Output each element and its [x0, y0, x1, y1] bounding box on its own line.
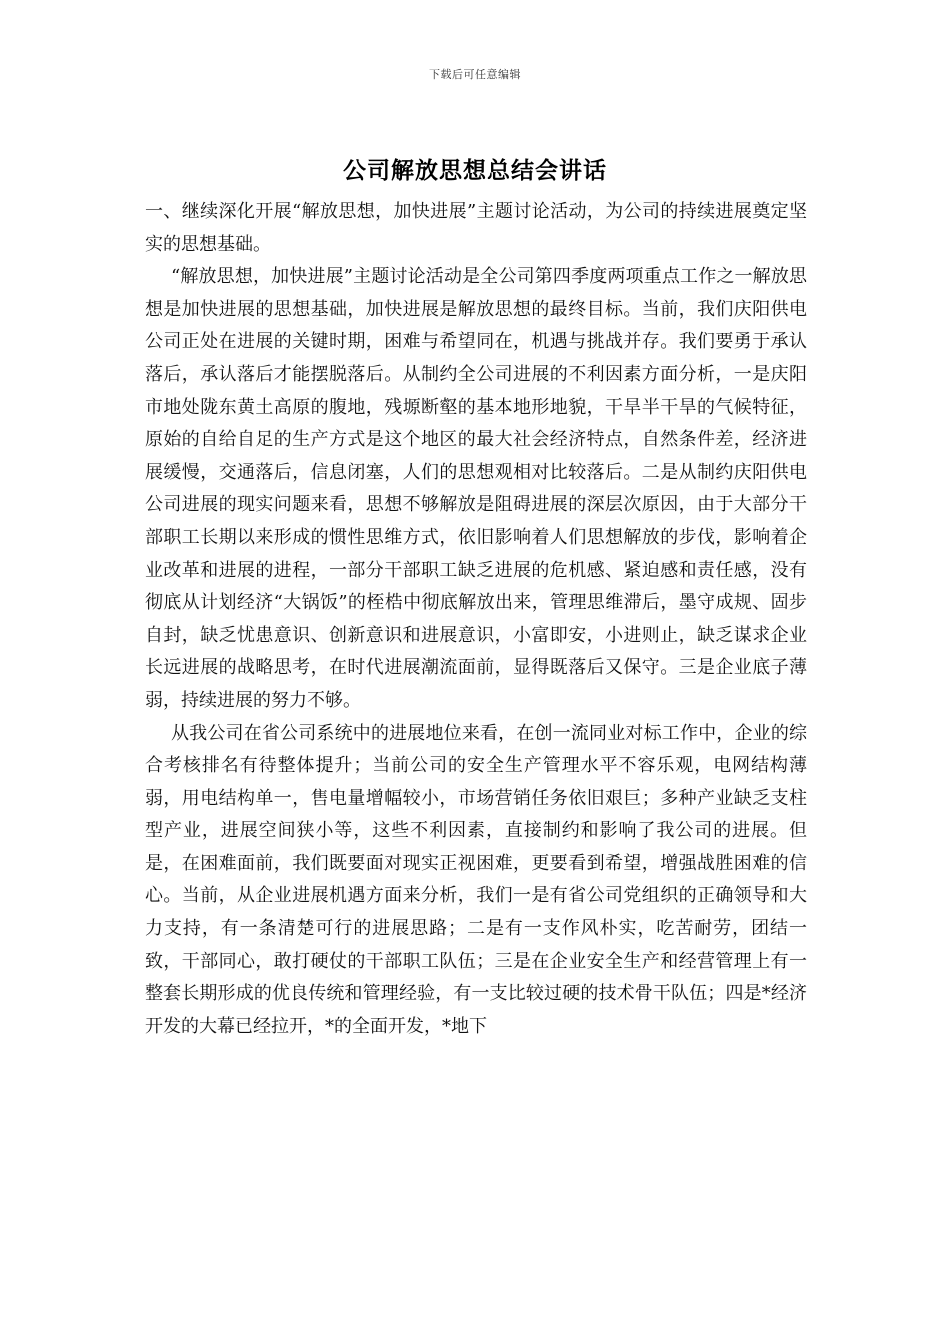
paragraph-1: 一、继续深化开展“解放思想，加快进展”主题讨论活动，为公司的持续进展奠定坚实的思想基础。: [145, 201, 807, 255]
document-title: 公司解放思想总结会讲话: [343, 157, 607, 184]
header-note: 下载后可任意编辑: [429, 68, 521, 81]
paragraph-2: “解放思想，加快进展”主题讨论活动是全公司第四季度两项重点工作之一解放思想是加快进展的思想基础，加快进展是解放思想的最终目标。当前，我们庆阳供电公司正处在进展的关键时期，困难与希望同在，机遇与挑战并存。我们要勇于承认落后，承认落后才能摆脱落后。从制约全公司进展的不利因素方面分析，一是庆阳市地处陇东黄土高原的腹地，残塬断壑的基本地形地貌，干旱半干旱的气候特征，原始的自给自足的生产方式是这个地区的最大社会经济特点，自然条件差，经济进展缓慢，交通落后，信息闭塞，人们的思想观相对比较落后。二是从制约庆阳供电公司进展的现实问题来看，思想不够解放是阻碍进展的深层次原因，由于大部分干部职工长期以来形成的惯性思维方式，依旧影响着人们思想解放的步伐，影响着企业改革和进展的进程，一部分干部职工缺乏进展的危机感、紧迫感和责任感，没有彻底从计划经济“大锅饭”的桎梏中彻底解放出来，管理思维滞后，墨守成规、固步自封，缺乏忧患意识、创新意识和进展意识，小富即安，小进则止，缺乏谋求企业长远进展的战略思考，在时代进展潮流面前，显得既落后又保守。三是企业底子薄弱，持续进展的努力不够。: [145, 266, 807, 711]
document-body: [145, 196, 807, 1043]
paragraph-3: 从我公司在省公司系统中的进展地位来看，在创一流同业对标工作中，企业的综合考核排名有待整体提升；当前公司的安全生产管理水平不容乐观，电网结构薄弱，用电结构单一，售电量增幅较小，市场营销任务依旧艰巨；多种产业缺乏支柱型产业，进展空间狭小等，这些不利因素，直接制约和影响了我公司的进展。但是，在困难面前，我们既要面对现实正视困难，更要看到希望，增强战胜困难的信心。当前，从企业进展机遇方面来分析，我们一是有省公司党组织的正确领导和大力支持，有一条清楚可行的进展思路；二是有一支作风朴实，吃苦耐劳，团结一致，干部同心，敢打硬仗的干部职工队伍；三是在企业安全生产和经营管理上有一整套长期形成的优良传统和管理经验，有一支比较过硬的技术骨干队伍；四是*经济开发的大幕已经拉开，*的全面开发，*地下: [145, 722, 807, 1037]
